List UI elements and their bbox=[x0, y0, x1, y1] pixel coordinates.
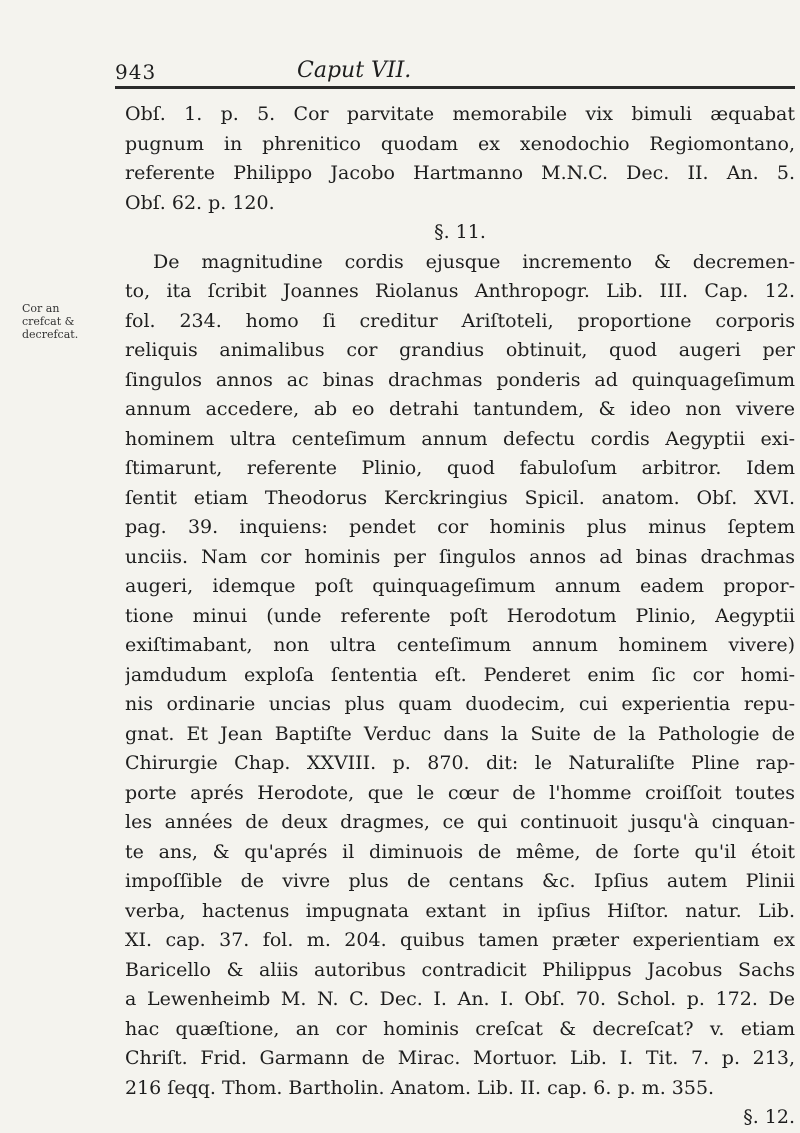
text-line: fol. 234. homo ſi creditur Ariſtoteli, proportione corporis bbox=[125, 309, 795, 332]
text-line: impoſſible de vivre plus de centans &c. Ipſius autem Plinii bbox=[125, 870, 795, 892]
text-line: porte aprés Herodote, que le cœur de l'homme croiſſoit toutes bbox=[125, 781, 795, 804]
text-line: §. 12. bbox=[743, 1106, 795, 1128]
margin-note: Cor an crefcat & decrefcat. bbox=[22, 302, 79, 341]
text-line: to, ita ſcribit Joannes Riolanus Anthropogr. Lib. III. Cap. 12. bbox=[125, 280, 795, 302]
text-line: ſentit etiam Theodorus Kerckringius Spicil. anatom. Obſ. XVI. bbox=[125, 486, 795, 509]
page-number: 943 bbox=[115, 60, 157, 84]
text-line: Baricello & aliis autoribus contradicit Philippus Jacobus Sachs bbox=[125, 958, 795, 981]
text-line: a Lewenheimb M. N. C. Dec. I. An. I. Obſ. 70. Schol. p. 172. De bbox=[125, 988, 795, 1010]
chapter-title: Caput VII. bbox=[297, 58, 412, 83]
text-line: Chirurgie Chap. XXVIII. p. 870. dit: le Naturaliſte Pline rap- bbox=[125, 752, 795, 774]
text-line: ſtimarunt, referente Plinio, quod fabuloſum arbitror. Idem bbox=[125, 457, 795, 479]
text-line: hominem ultra centeſimum annum defectu cordis Aegyptii exi- bbox=[125, 427, 795, 450]
text-line: nis ordinarie uncias plus quam duodecim, cui experientia repu- bbox=[125, 693, 795, 715]
text-line: Chriſt. Frid. Garmann de Mirac. Mortuor. Lib. I. Tit. 7. p. 213, bbox=[125, 1047, 795, 1069]
text-line: De magnitudine cordis ejusque incremento & decremen- bbox=[153, 250, 795, 273]
header-rule bbox=[115, 86, 795, 89]
text-line: verba, hactenus impugnata extant in ipſius Hiſtor. natur. Lib. bbox=[125, 899, 795, 922]
text-line: Obſ. 1. p. 5. Cor parvitate memorabile vix bimuli æquabat bbox=[125, 103, 795, 125]
text-line: ſingulos annos ac binas drachmas ponderis ad quinquageſimum bbox=[125, 368, 795, 391]
text-line: les années de deux dragmes, ce qui continuoit jusqu'à cinquan- bbox=[125, 811, 795, 833]
text-line: XI. cap. 37. fol. m. 204. quibus tamen præter experientiam ex bbox=[125, 929, 795, 951]
text-line: pugnum in phrenitico quodam ex xenodochio Regiomontano, bbox=[125, 132, 795, 155]
text-line: augeri, idemque poſt quinquageſimum annum eadem propor- bbox=[125, 575, 795, 597]
text-line: tione minui (unde referente poſt Herodotum Plinio, Aegyptii bbox=[125, 604, 795, 627]
text-line: unciis. Nam cor hominis per ſingulos annos ad binas drachmas bbox=[125, 545, 795, 568]
text-line: 216 ſeqq. Thom. Bartholin. Anatom. Lib. II. cap. 6. p. m. 355. bbox=[125, 1076, 715, 1099]
text-line: te ans, & qu'aprés il diminuois de même, de ſorte qu'il étoit bbox=[125, 840, 795, 863]
text-line: annum accedere, ab eo detrahi tantundem, & ideo non vivere bbox=[125, 398, 795, 420]
text-line: referente Philippo Jacobo Hartmanno M.N.C. Dec. II. An. 5. bbox=[125, 162, 795, 184]
text-line: exiſtimabant, non ultra centeſimum annum hominem vivere) bbox=[125, 634, 795, 656]
text-line: Obſ. 62. p. 120. bbox=[125, 191, 275, 214]
text-line: §. 11. bbox=[434, 221, 486, 243]
text-line: gnat. Et Jean Baptiſte Verduc dans la Suite de la Pathologie de bbox=[125, 722, 795, 745]
text-line: pag. 39. inquiens: pendet cor hominis plus minus ſeptem bbox=[125, 516, 795, 538]
text-line: reliquis animalibus cor grandius obtinuit, quod augeri per bbox=[125, 339, 795, 361]
text-line: jamdudum exploſa ſententia eſt. Penderet enim ſic cor homi- bbox=[125, 663, 795, 686]
text-line: hac quæſtione, an cor hominis creſcat & decreſcat? v. etiam bbox=[125, 1017, 795, 1040]
body-text bbox=[125, 100, 795, 1133]
running-head bbox=[115, 52, 795, 86]
